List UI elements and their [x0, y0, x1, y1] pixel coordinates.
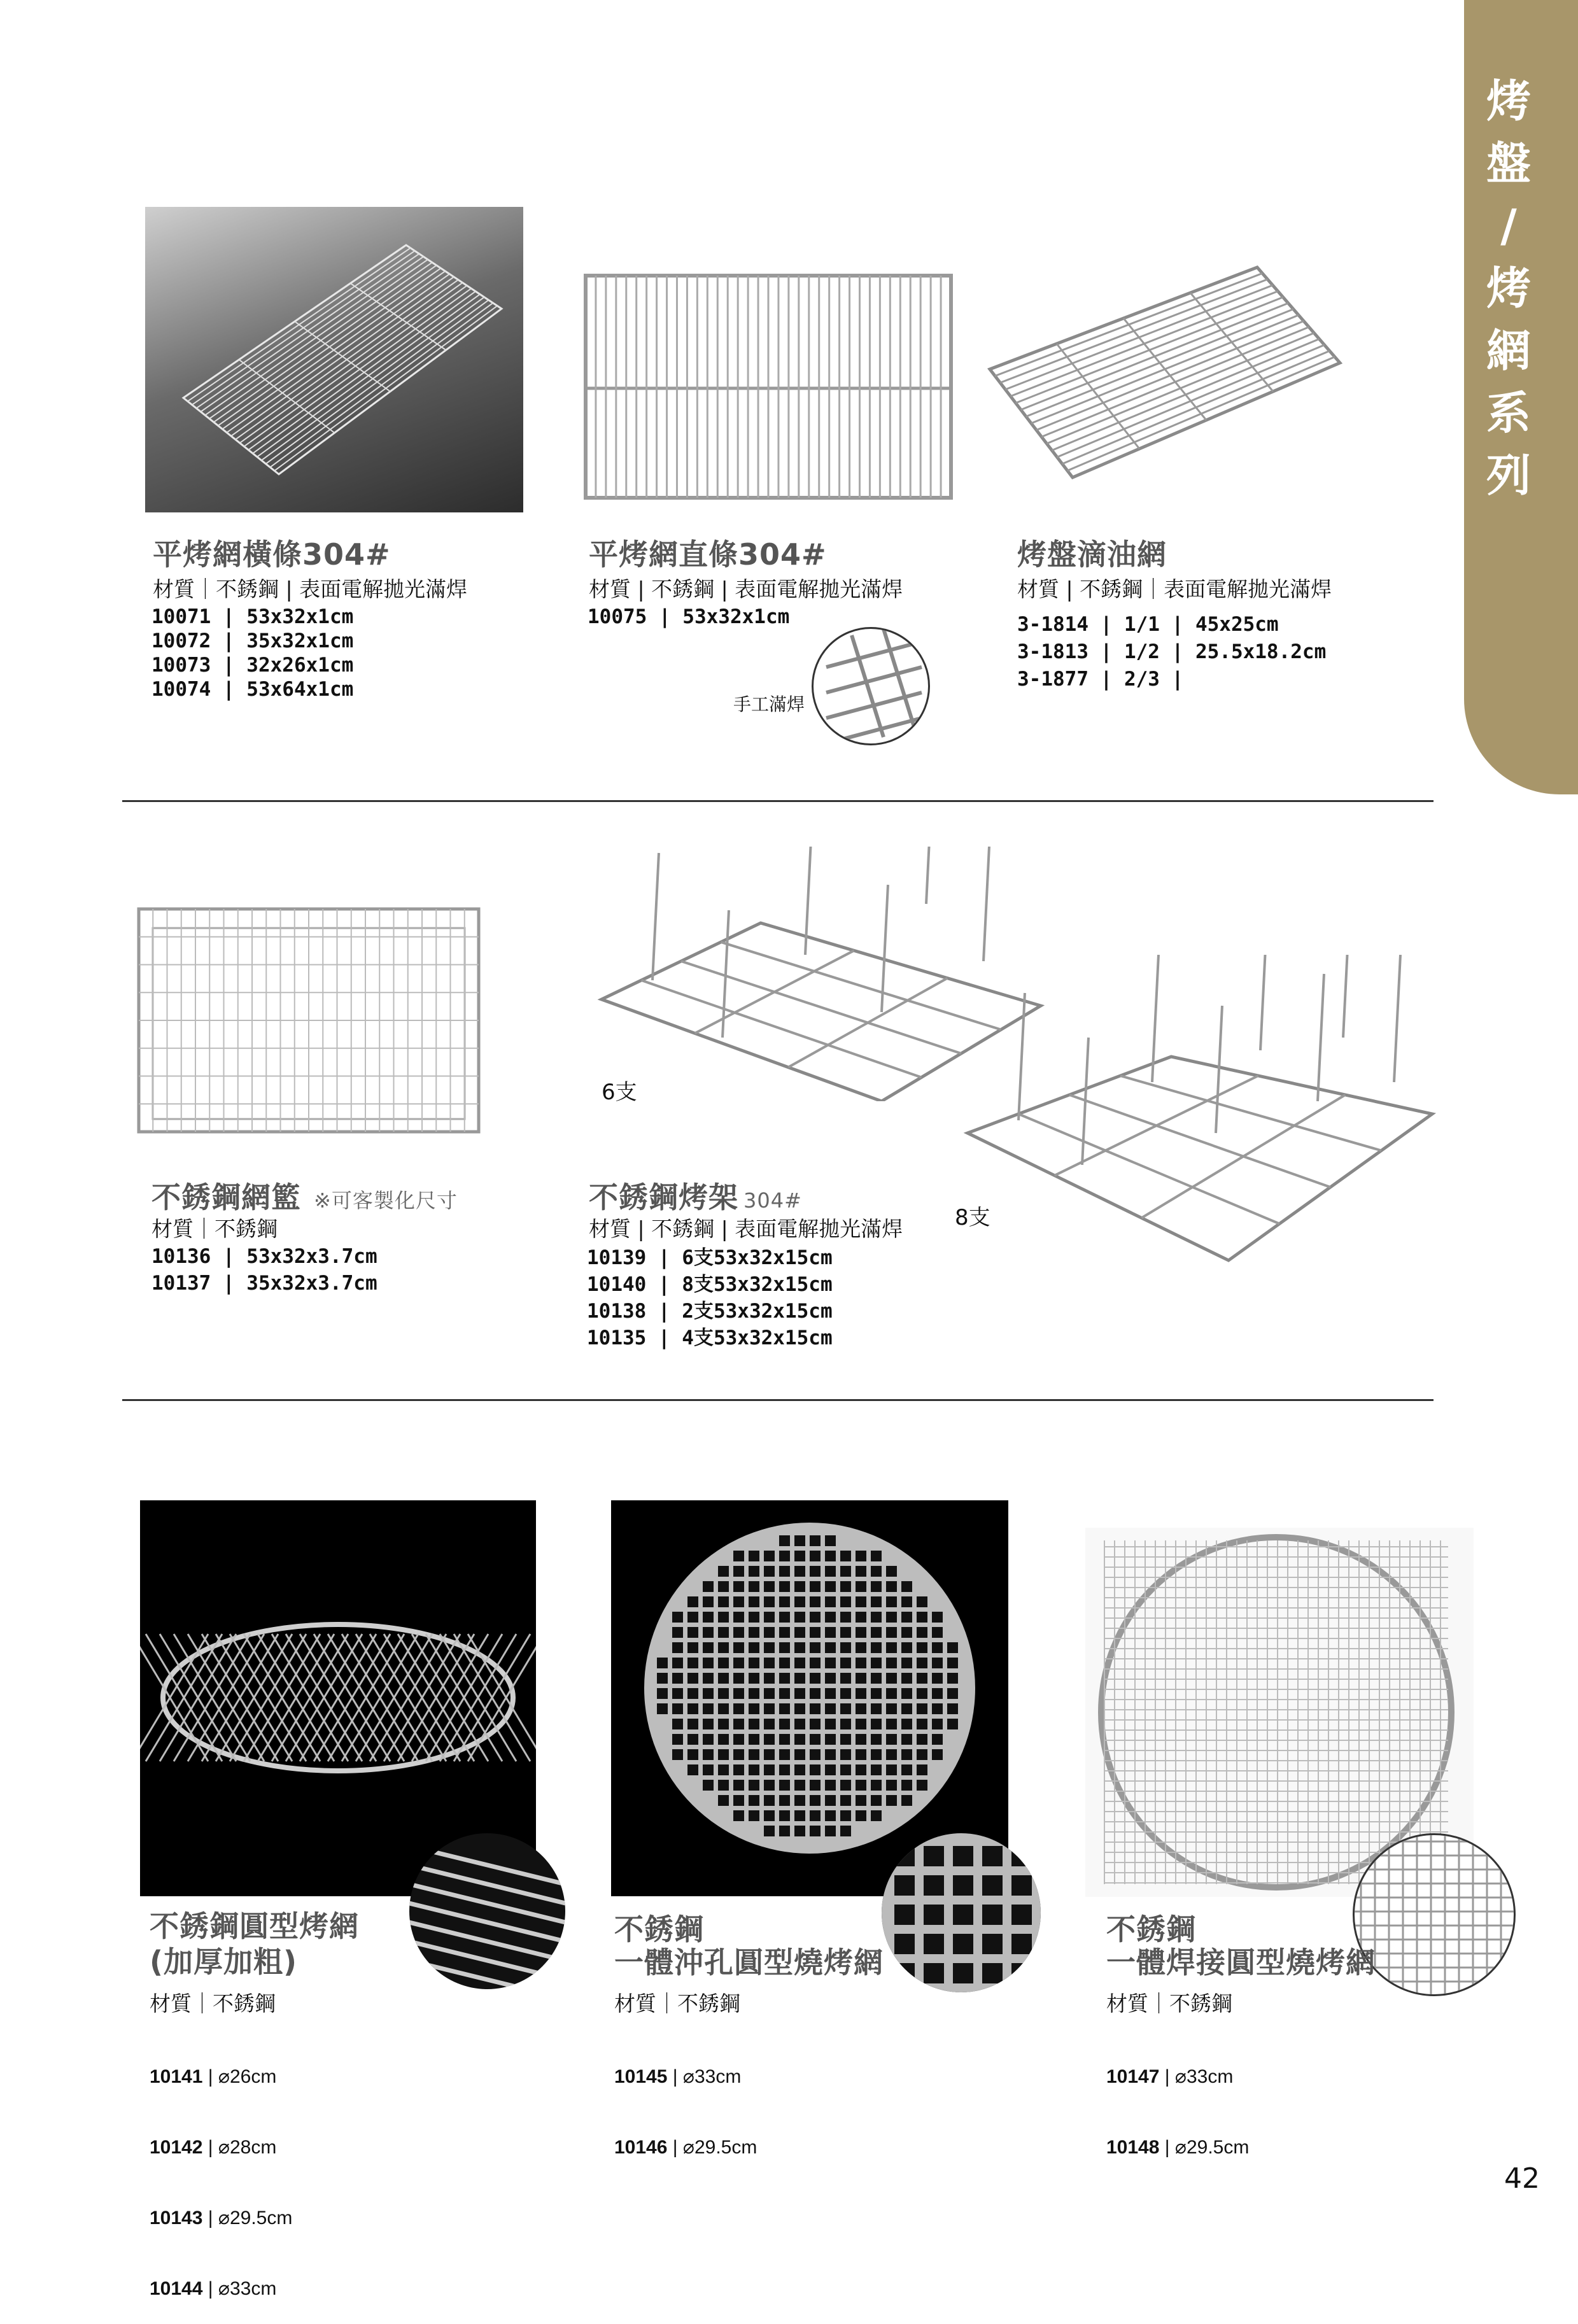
rack-label-8: 8支	[955, 1205, 990, 1230]
product-codes: 10139 | 6支53x32x15cm 10140 | 8支53x32x15cm 10138 | 2支53x32x15cm 10135 | 4支53x32x15cm	[587, 1246, 833, 1349]
code-row: 10145 | ⌀33cm	[614, 2066, 742, 2087]
detail-photo-punched	[882, 1833, 1041, 1992]
product-photo-flat-rack-vertical	[581, 271, 956, 503]
product-title-line1: 不銹鋼	[614, 1912, 704, 1947]
material-text: 材質｜不銹鋼 | 表面電解拋光滿焊	[153, 577, 468, 602]
code-row: 10146 | ⌀29.5cm	[614, 2137, 757, 2158]
product-title: 平烤網直條304#	[589, 537, 827, 572]
product-photo-roast-rack-8	[961, 955, 1439, 1267]
page-number: 42	[1504, 2162, 1540, 2195]
product-title-text: 不銹鋼烤架	[589, 1180, 738, 1215]
detail-photo-welded	[1353, 1833, 1516, 1996]
product-photo-wire-basket	[134, 903, 484, 1138]
code-row: 10147 | ⌀33cm	[1106, 2066, 1234, 2087]
product-title: 烤盤滴油網	[1017, 537, 1167, 572]
detail-photo-thick-wire	[409, 1833, 565, 1989]
code-row: 10141 | ⌀26cm	[150, 2066, 277, 2087]
material-text: 材質｜不銹鋼	[151, 1216, 278, 1241]
product-codes: 10071 | 53x32x1cm 10072 | 35x32x1cm 10073 | 32x26x1cm 10074 | 53x64x1cm	[151, 605, 354, 701]
product-title	[150, 1908, 359, 1980]
material-text: 材質 | 不銹鋼 | 表面電解拋光滿焊	[589, 1216, 903, 1241]
product-title: 平烤網橫條304#	[153, 537, 391, 572]
product-title-line2: 一體沖孔圓型燒烤網	[614, 1945, 884, 1980]
material-text: 材質｜不銹鋼	[150, 1991, 276, 2016]
product-photo-drip-rack	[983, 261, 1353, 503]
detail-photo-weld	[812, 627, 930, 745]
product-title	[614, 1913, 884, 1979]
section-divider	[122, 800, 1434, 802]
product-codes	[614, 2018, 757, 2183]
material-text: 材質｜不銹鋼	[614, 1991, 740, 2016]
product-title	[151, 1174, 458, 1216]
detail-label: 手工滿焊	[733, 694, 805, 715]
product-codes	[1106, 2018, 1249, 2183]
product-codes: 10136 | 53x32x3.7cm 10137 | 35x32x3.7cm	[151, 1245, 377, 1295]
code-row: 10148 | ⌀29.5cm	[1106, 2137, 1250, 2158]
rack-label-6: 6支	[602, 1080, 637, 1105]
product-title	[1106, 1913, 1376, 1979]
material-text: 材質 | 不銹鋼｜表面電解拋光滿焊	[1017, 577, 1332, 602]
product-title-line2: 一體焊接圓型燒烤網	[1106, 1945, 1376, 1980]
product-photo-flat-rack-horizontal	[145, 207, 523, 512]
product-title-line1: 不銹鋼	[1106, 1912, 1196, 1947]
custom-size-note: ※可客製化尺寸	[314, 1188, 458, 1213]
section-divider	[122, 1399, 1434, 1401]
product-title	[589, 1174, 802, 1216]
code-row: 10144 | ⌀33cm	[150, 2278, 277, 2299]
product-codes: 3-1814 | 1/1 | 45x25cm 3-1813 | 1/2 | 25.5x18.2cm 3-1877 | 2/3 |	[1017, 613, 1327, 691]
product-title-text: 不銹鋼網籃	[151, 1180, 301, 1215]
material-text: 材質 | 不銹鋼 | 表面電解拋光滿焊	[589, 577, 903, 602]
product-codes	[150, 2018, 292, 2324]
product-title-line2: (加厚加粗)	[150, 1945, 298, 1979]
code-row: 10143 | ⌀29.5cm	[150, 2208, 293, 2229]
material-text: 材質｜不銹鋼	[1106, 1991, 1232, 2016]
code-row: 10142 | ⌀28cm	[150, 2137, 277, 2158]
product-title-suffix: 304#	[743, 1188, 802, 1213]
product-codes: 10075 | 53x32x1cm	[588, 605, 790, 628]
product-title-line1: 不銹鋼圓型烤網	[150, 1909, 359, 1943]
side-tab-text: 烤 盤 / 烤 網 系 列	[1486, 75, 1531, 502]
